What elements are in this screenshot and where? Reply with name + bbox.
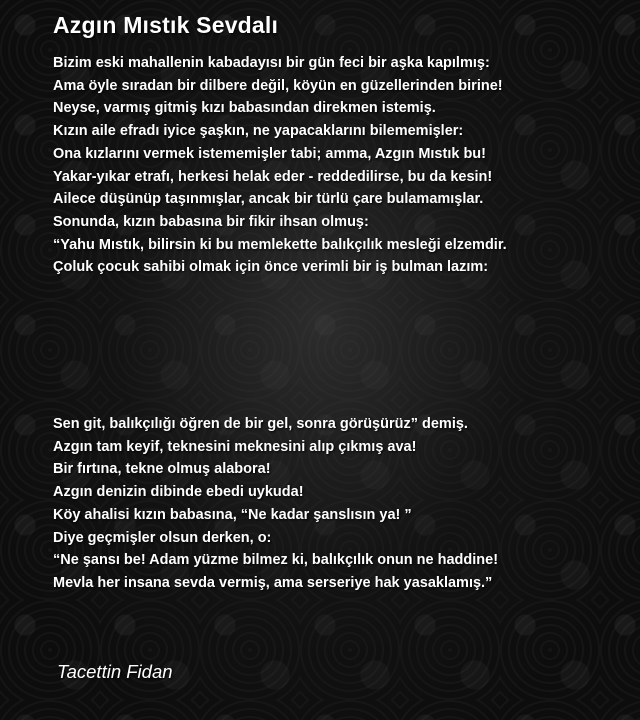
- poem-line: Ona kızlarını vermek istememişler tabi; amma, Azgın Mıstık bu!: [53, 145, 486, 162]
- poem-line: Köy ahalisi kızın babasına, “Ne kadar şanslısın ya! ”: [53, 506, 412, 523]
- poem-line: Mevla her insana sevda vermiş, ama serseriye hak yasaklamış.”: [53, 574, 493, 591]
- poem-line: “Yahu Mıstık, bilirsin ki bu memlekette balıkçılık mesleği elzemdir.: [53, 236, 507, 253]
- poem-line: Bizim eski mahallenin kabadayısı bir gün feci bir aşka kapılmış:: [53, 55, 490, 71]
- poem-line: Azgın tam keyif, teknesini meknesini alıp çıkmış ava!: [53, 438, 417, 455]
- poem-line: Ama öyle sıradan bir dilbere değil, köyün en güzellerinden birine!: [53, 77, 503, 94]
- poem-line: Diye geçmişler olsun derken, o:: [53, 529, 272, 546]
- poem-line: Yakar-yıkar etrafı, herkesi helak eder - reddedilirse, bu da kesin!: [53, 168, 493, 185]
- poem-line: Azgın denizin dibinde ebedi uykuda!: [53, 484, 304, 501]
- poem-line: Sonunda, kızın babasına bir fikir ihsan olmuş:: [53, 213, 369, 230]
- stanza-1: [53, 52, 633, 279]
- poem-line: Neyse, varmış gitmiş kızı babasından direkmen istemiş.: [53, 100, 436, 117]
- poem-line: Ailece düşünüp taşınmışlar, ancak bir türlü çare bulamamışlar.: [53, 191, 484, 208]
- poem-line: Bir fırtına, tekne olmuş alabora!: [53, 461, 271, 478]
- poem-author: Tacettin Fidan: [57, 661, 173, 682]
- stanza-2: [53, 413, 633, 595]
- poem-title: Azgın Mıstık Sevdalı: [53, 12, 279, 38]
- poem-line: Sen git, balıkçılığı öğren de bir gel, sonra görüşürüz” demiş.: [53, 416, 468, 432]
- poem-line: Çoluk çocuk sahibi olmak için önce verimli bir iş bulman lazım:: [53, 259, 489, 276]
- poem-line: “Ne şansı be! Adam yüzme bilmez ki, balıkçılık onun ne haddine!: [53, 552, 499, 569]
- poem-line: Kızın aile efradı iyice şaşkın, ne yapacaklarını bilememişler:: [53, 123, 464, 140]
